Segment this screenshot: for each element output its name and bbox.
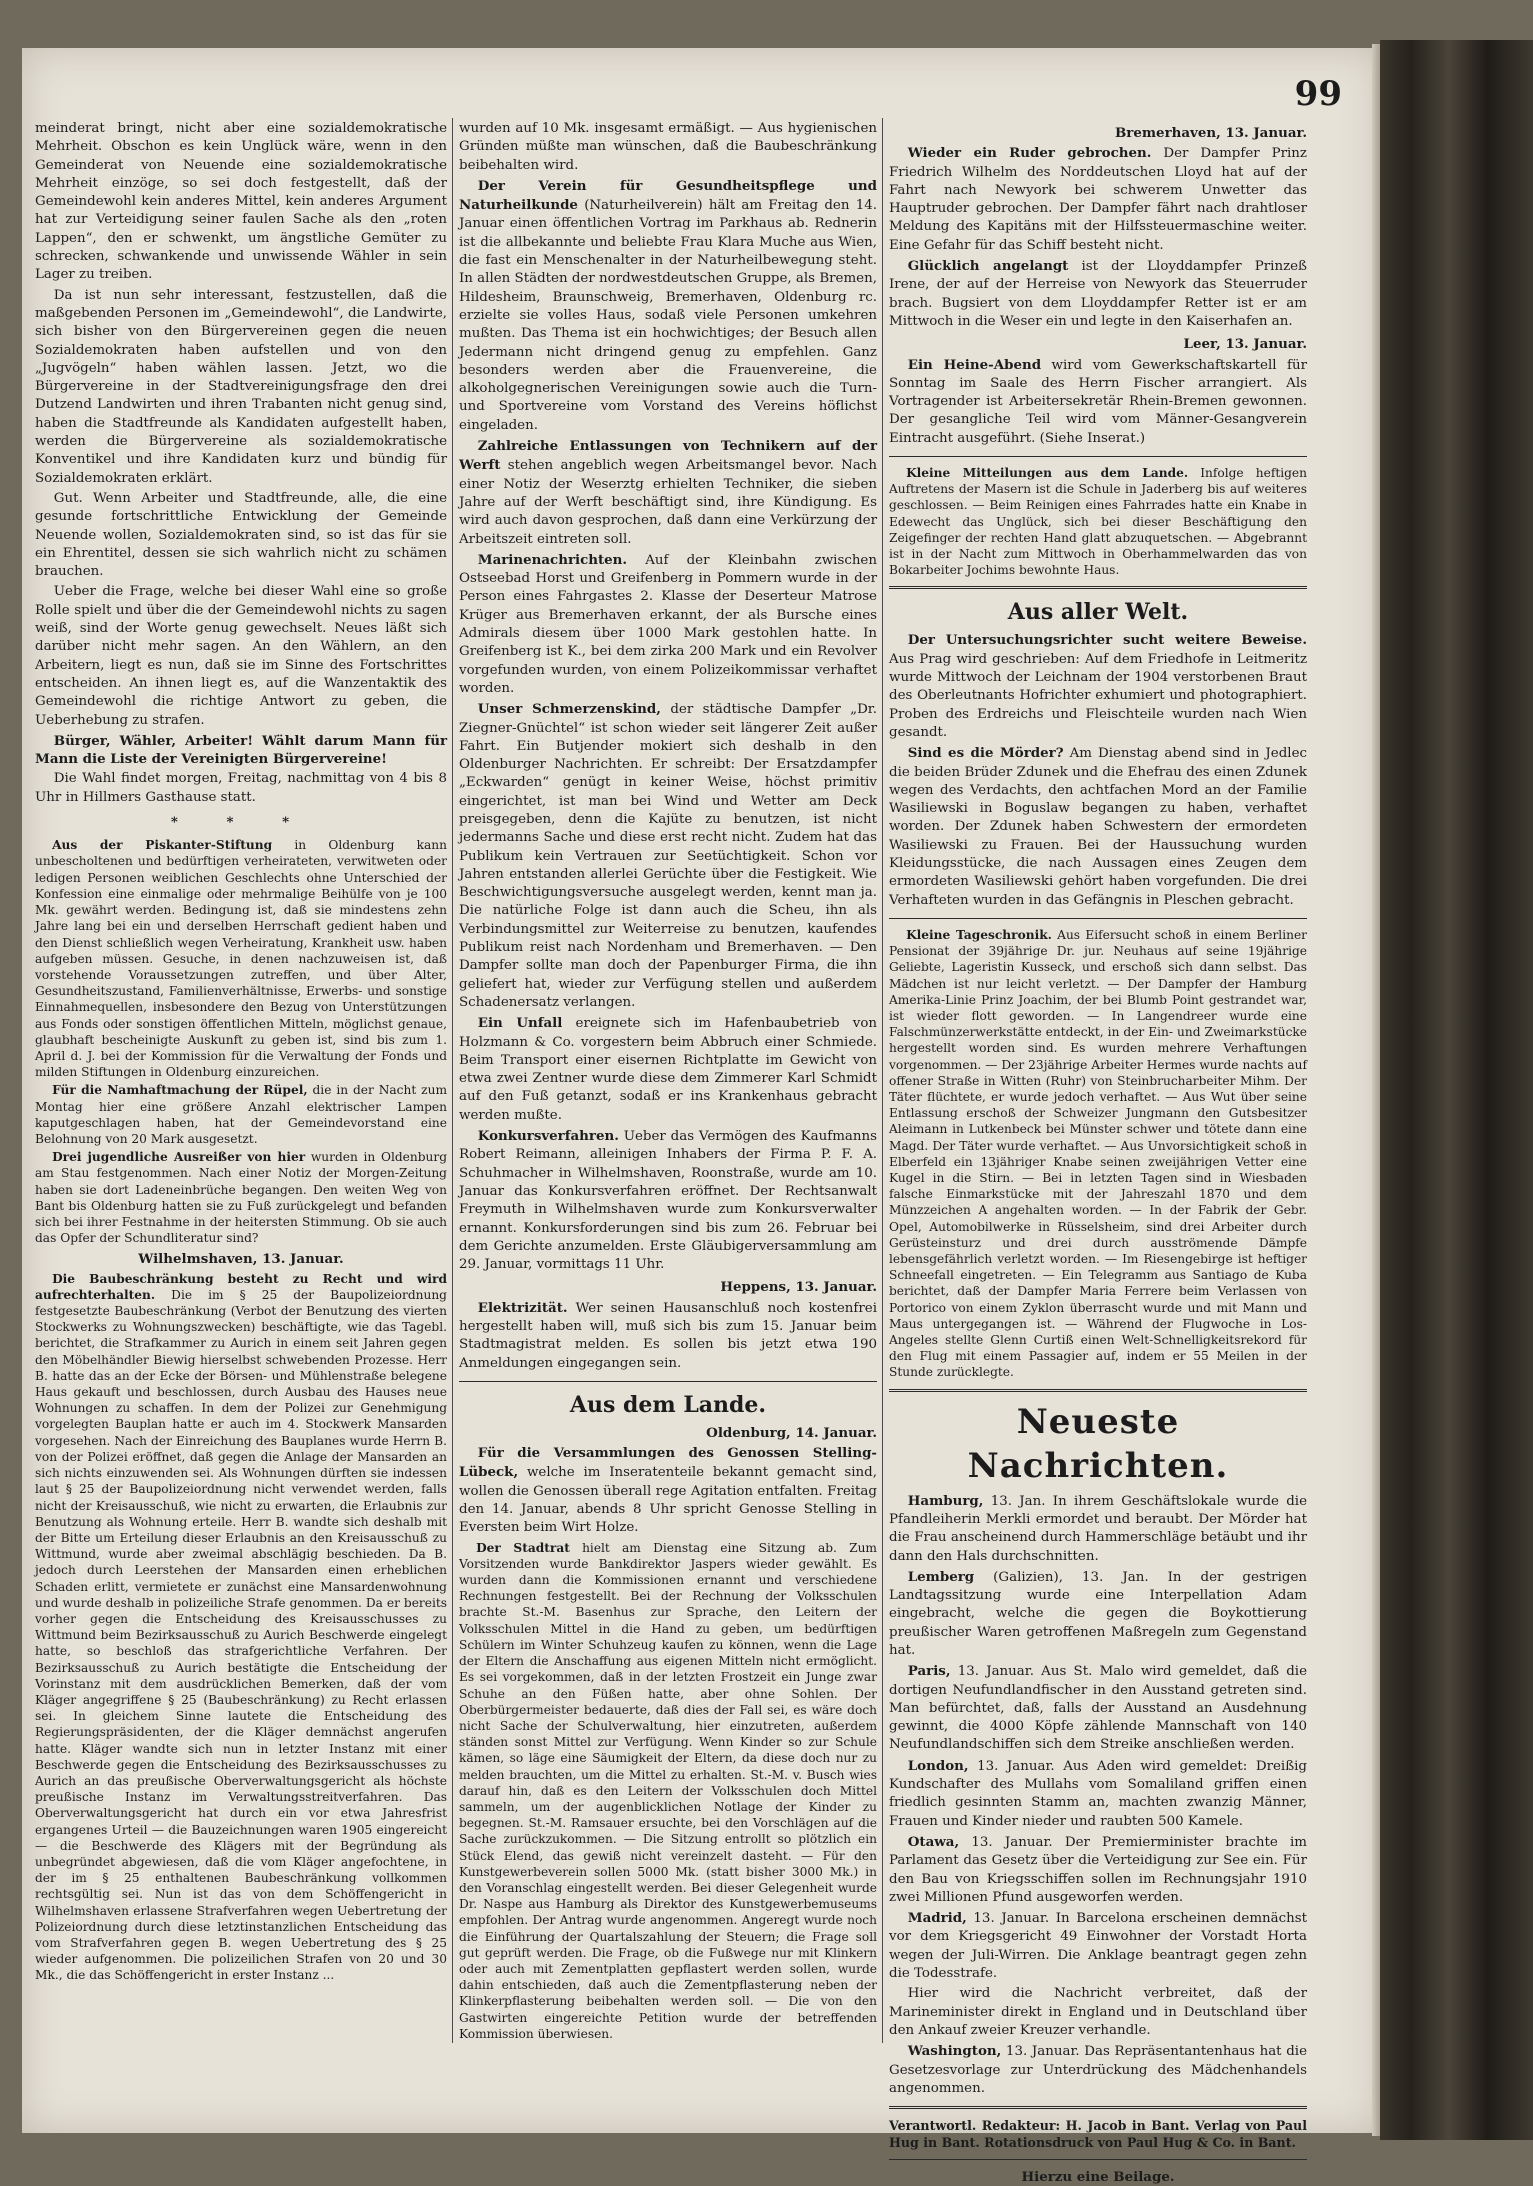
news-item [459, 1444, 877, 1537]
item-body: Aus Prag wird geschrieben: Auf dem Friedhofe in Leitmeritz wurde Mittwoch der Leichnam der 1904 verstorbenen Braut des Oberleutnants Hofrichter exhumiert und photographiert. Proben des Erdreichs und Fleischteile wurden nach Wien gesandt. [889, 651, 1307, 740]
news-item [35, 1149, 447, 1246]
divider [889, 586, 1307, 589]
section-heading: Neueste Nachrichten. [967, 1401, 1229, 1486]
item-heading: Madrid, [907, 1910, 967, 1927]
section-heading: Aus dem Lande. [569, 1391, 767, 1418]
item-heading: Marinenachrichten. [477, 551, 628, 568]
election-notice: Die Wahl findet morgen, Freitag, nachmittag von 4 bis 8 Uhr in Hillmers Gasthause statt. [35, 771, 447, 805]
article-text: Gut. Wenn Arbeiter und Stadtfreunde, alle, die eine gesunde fortschrittliche Entwicklung der Gemeinde Neuende wollen, Sozialdemokraten sind, so ist das für sie ein Ehrentitel, dessen sie sich wahrlich nicht zu schämen brauchen. [35, 490, 447, 580]
news-item [459, 437, 877, 549]
supplement-note: Hierzu eine Beilage. [1021, 2169, 1175, 2186]
divider [889, 456, 1307, 457]
news-item [889, 356, 1307, 448]
item-heading: Kleine Mitteilungen aus dem Lande. [906, 466, 1189, 481]
item-body: welche im Inseratenteile bekannt gemacht sind, wollen die Genossen überall rege Agitation entfalten. Freitag den 14. Januar, abends 8 Uhr spricht Genosse Stelling in Eversten beim Wirt Holze. [459, 1465, 877, 1536]
news-item [889, 465, 1307, 578]
news-item [459, 1540, 877, 2042]
divider [889, 2159, 1307, 2160]
item-heading: Die Baubeschränkung besteht zu Recht und wird aufrechterhalten. [35, 1271, 447, 1302]
item-body: wird vom Gewerkschaftskartell für Sonntag im Saale des Herrn Fischer arrangiert. Als Vortragender ist Arbeitersekretär Rhein-Bremen gewonnen. Der gesangliche Teil wird vom Männer-Gesangverein Eintracht ausgeführt. (Siehe Inserat.) [889, 357, 1307, 446]
news-item [459, 177, 877, 435]
dateline: Leer, 13. Januar. [1183, 336, 1307, 353]
news-item [459, 1299, 877, 1373]
item-body: Aus Eifersucht schoß in einem Berliner Pensionat der 39jährige Dr. jur. Neuhaus auf seine 19jährige Geliebte, Lageristin Kusseck, und erschoß sich dann selbst. Das Mädchen ist nur leicht verletzt. — Der Dampfer der Hamburg Amerika-Linie Prinz Joachim, der bei Blumb Point gestrandet war, ist wieder flott geworden. — In Langendreer wurde eine Falschmünzerwerkstätte entdeckt, in der Ein- und Zweimarkstücke hergestellt worden sind. Es wurden mehrere Verhaftungen vorgenommen. — Der 23jährige Arbeiter Hermes wurde nachts auf offener Straße in Witten (Ruhr) von Steinbrucharbeiter Mihm. Der Täter flüchtete, er wurde jedoch verhaftet. — Aus Wut über seine Entlassung erschoß der Schweizer Jungmann den Gutsbesitzer Aleimann in Lutkenbeck bei Münster schwer und tötete dann eine Magd. Der Täter wurde verhaftet. — Aus Unvorsichtigkeit schoß in Elberfeld ein 13jähriger Knabe seinen zweijährigen Vetter eine Kugel in die Stirn. — Bei in letzten Tagen sind in Wiesbaden falsche Einmarkstücke mit der Jahreszahl 1870 und dem Münzzeichen A angehalten worden. — In der Fabrik der Gebr. Opel, Automobilwerke in Rüsselsheim, sind drei Arbeiter durch Gerüsteinsturz und drei durch ausströmende Dämpfe lebensgefährlich verletzt worden. — Im Riesengebirge ist heftiger Schneefall eingetreten. — Ein Telegramm aus Santiago de Kuba berichtet, daß der Dampfer Maria Ferrere beim Verlassen von Portorico von einem Zyklon überrascht wurde und mit Mann und Maus untergegangen ist. — Während der Flugwoche in Los-Angeles stellte Glenn Curtiß einen Welt-Schnelligkeitsrekord für den Flug mit einem Passagier auf, indem er 55 Meilen in der Stunde zurücklegte. [889, 927, 1307, 1380]
item-body: 13. Januar. Aus Aden wird gemeldet: Dreißig Kundschafter des Mullahs vom Somaliland griffen einen friedlich gesinnten Stamm an, machten zwanzig Männer, Frauen und Kinder nieder und raubten 500 Kamele. [889, 1758, 1307, 1829]
item-heading: Wieder ein Ruder gebrochen. [907, 145, 1152, 162]
item-heading: Für die Versammlungen des Genossen Stelling-Lübeck, [459, 1445, 877, 1481]
item-body: Ueber das Vermögen des Kaufmanns Robert Reimann, alleinigen Inhabers der Firma P. F. A. Schuhmacher in Wilhelmshaven, Roonstraße, wurde am 10. Januar das Konkursverfahren eröffnet. Der Rechtsanwalt Freymuth in Wilhelmshaven wurde zum Konkursverwalter ernannt. Konkursforderungen sind bis zum 26. Februar bei dem Gerichte anzumelden. Erste Gläubigerversammlung am 29. Januar, vormittags 11 Uhr. [459, 1129, 877, 1273]
news-item [35, 1082, 447, 1147]
book-binding [1380, 40, 1533, 2140]
item-heading: Drei jugendliche Ausreißer von hier [52, 1150, 306, 1165]
item-body: die in der Nacht zum Montag hier eine größere Anzahl elektrischer Lampen kaputgeschlagen haben, hat der Gemeindevorstand eine Belohnung von 20 Mark ausgesetzt. [35, 1083, 447, 1146]
item-body: in Oldenburg kann unbescholtenen und bedürftigen verheirateten, verwitweten oder ledigen Personen weiblichen Geschlechts ohne Unterschied der Konfession eine einmalige oder mehrmalige Beihülfe von je 100 Mk. gewährt werden. Bedingung ist, daß sie mindestens zehn Jahre lang bei ein und derselben Herrschaft gedient haben und den Dienst schließlich wegen Verheiratung, Krankheit usw. haben aufgeben müssen. Gesuche, in denen nachzuweisen ist, daß vorstehende Voraussetzungen zutreffen, und über Alter, Gesundheitszustand, Familienverhältnisse, Erwerbs- und sonstige Einnahmequellen, insbesondere den Bezug von Unterstützungen aus Fonds oder sonstigen öffentlichen Mitteln, möglichst genaue, glaubhaft bescheinigte Auskunft zu geben ist, sind bis zum 1. April d. J. bei der Kommission für die Verwaltung der Fonds und milden Stiftungen in Oldenburg einzureichen. [35, 838, 447, 1080]
page-number: 99 [1294, 74, 1342, 114]
item-heading: Ein Heine-Abend [907, 356, 1042, 373]
divider [889, 2106, 1307, 2109]
news-item [889, 1757, 1307, 1831]
news-item [889, 744, 1307, 910]
item-body: 13. Jan. In ihrem Geschäftslokale wurde die Pfandleiherin Merkli ermordet und beraubt. Der Mörder hat die Frau anscheinend durch Hammerschläge betäubt und ihr dann den Hals durchschnitten. [889, 1493, 1307, 1564]
item-heading: Kleine Tageschronik. [906, 927, 1052, 942]
item-heading: Sind es die Mörder? [907, 745, 1064, 762]
news-item [459, 551, 877, 698]
item-heading: Paris, [907, 1663, 951, 1680]
item-body: Am Dienstag abend sind in Jedlec die beiden Brüder Zdunek und die Ehefrau des einen Zdunek wegen des Verdachts, den achtfachen Mord an der Familie Wasiliewski in Boguslaw begangen zu haben, verhaftet worden. Der Zdunek haben Schwestern der ermordeten Wasiliewski zu Frauen. Bei der Haussuchung wurden Kleidungsstücke, die nach Aussagen eines Zeugen dem ermordeten Wasiliewski gehört haben vorgefunden. Die drei Verhafteten wurden in das Gefängnis in Pleschen gebracht. [889, 746, 1307, 908]
item-heading: Lemberg [907, 1568, 975, 1585]
item-heading: Konkursverfahren. [477, 1128, 619, 1145]
item-body: Auf der Kleinbahn zwischen Ostseebad Horst und Greifenberg in Pommern wurde in der Person eines Fahrgastes 2. Klasse der Deserteur Matrose Krüger aus Bremerhaven erkannt, der als Bursche eines Admirals diesem über 1000 Mark gestohlen hatte. In Greifenberg ist K., bei dem zirka 200 Mark und ein Revolver vorgefunden wurden, von einem Polizeikommissar verhaftet worden. [459, 552, 877, 696]
column-rule-1 [452, 118, 453, 2043]
column-rule-2 [882, 118, 883, 2043]
divider [889, 1389, 1307, 1392]
item-heading: Für die Namhaftmachung der Rüpel, [52, 1083, 308, 1098]
item-body: ist der Lloyddampfer Prinzeß Irene, der auf der Herreise von Newyork das Steuerruder brach. Bugsiert von dem Lloyddampfer Retter ist er am Mittwoch in die Weser ein und legte in den Kaiserhafen an. [889, 259, 1307, 329]
dateline: Oldenburg, 14. Januar. [706, 1424, 877, 1441]
news-item [889, 2042, 1307, 2098]
item-body: 13. Januar. Der Premierminister brachte im Parlament das Gesetz über die Verteidigung zur See ein. Für den Bau von Kriegsschiffen sollen im Rechnungsjahr 1910 zwei Millionen Pfund ausgeworfen werden. [889, 1834, 1307, 1905]
news-item [889, 1833, 1307, 1907]
column-2 [459, 120, 877, 2040]
item-heading: Otawa, [907, 1833, 960, 1850]
item-body: (Galizien), 13. Jan. In der gestrigen Landtagssitzung wurde eine Interpellation Adam eingebracht, welche die gegen die Boykottierung preußischer Waren getroffenen Maßregeln zum Gegenstand hat. [889, 1569, 1307, 1658]
news-item [459, 700, 877, 1012]
article-text: wurden auf 10 Mk. insgesamt ermäßigt. — Aus hygienischen Gründen müßte man wünschen, daß die Baubeschränkung beibehalten wird. [459, 121, 877, 173]
item-heading: Washington, [907, 2043, 1002, 2060]
item-body: 13. Januar. In Barcelona erscheinen demnächst vor dem Kriegsgericht 49 Einwohner der Vorstadt Horta wegen der Juli-Wirren. Die Anklage beantragt gegen zehn die Todesstrafe. [889, 1911, 1307, 1982]
dateline: Wilhelmshaven, 13. Januar. [138, 1251, 344, 1268]
news-item [889, 257, 1307, 331]
item-heading: Der Stadtrat [476, 1540, 570, 1555]
news-item [889, 1662, 1307, 1754]
item-body: stehen angeblich wegen Arbeitsmangel bevor. Nach einer Notiz der Weserztg erhielten Techniker, die sieben Jahre auf der Werft beschäftigt sind, ihre Kündigung. Es wird auch davon gesprochen, daß dann eine Verkürzung der Arbeitszeit eintreten soll. [459, 458, 877, 547]
news-item [889, 1492, 1307, 1566]
news-item [889, 1909, 1307, 1983]
article-text: Ueber die Frage, welche bei dieser Wahl eine so große Rolle spielt und über die der Gemeindewohl nichts zu sagen weiß, sind der Worte genug gewechselt. Neues läßt sich darüber nicht mehr sagen. An den Wählern, an den Arbeitern, liegt es nun, daß sie im Sinne des Fortschrittes entscheiden. An ihnen liegt es, auf die Wanzentaktik des Gemeindewohl die richtige Antwort zu geben, die Ueberhebung zu strafen. [35, 584, 447, 728]
item-heading: Ein Unfall [477, 1015, 563, 1032]
dateline: Heppens, 13. Januar. [720, 1279, 877, 1296]
divider [459, 1381, 877, 1382]
separator-stars: * * * [170, 813, 312, 830]
news-item [889, 1568, 1307, 1660]
item-body: der städtische Dampfer „Dr. Ziegner-Gnüchtel“ ist schon wieder seit längerer Zeit außer Fahrt. Ein Butjender mokiert sich deshalb in den Oldenburger Nachrichten. Er schreibt: Der Ersatzdampfer „Eckwarden“ genügt in keiner Weise, höchst primitiv eingerichtet, ist man bei Wind und Wetter am Deck preisgegeben, denn die Kajüte zu benutzen, ist nicht jedermanns Sache und diese erst recht nicht. Zudem hat das Publikum kein Vertrauen zur Seetüchtigkeit. Schon vor Jahren entstanden allerlei Gerüchte über die Festigkeit. Wie Beschwichtigungsversuche ausgelegt werden, kennt man ja. Die natürliche Folge ist dann auch die Scheu, ihn als Verbindungsmittel zur Weiterreise zu benutzen, kaufendes Publikum reist nach Nordenham und Bremerhaven. — Den Dampfer sollte man doch der Papenburger Firma, die ihn geliefert hat, wieder zur Verfügung stellen und außerdem Schadenersatz verlangen. [459, 702, 877, 1010]
item-body: hielt am Dienstag eine Sitzung ab. Zum Vorsitzenden wurde Bankdirektor Jaspers wieder gewählt. Es wurden dann die Kommissionen ernannt und verschiedene Rechnungen festgestellt. Bei der Rechnung der Volksschulen brachte St.-M. Basenhus zur Sprache, den Leitern der Volksschulen Mittel in die Hand zu geben, um bedürftigen Schülern im Winter Schuhzeug kaufen zu können, wenn die Lage der Eltern die Anschaffung aus eigenen Mitteln nicht ermöglicht. Es sei vorgekommen, daß in der letzten Frostzeit ein Junge zwar Schuhe an den Füßen hatte, aber ohne Sohlen. Der Oberbürgermeister bedauerte, daß dies der Fall sei, es wäre doch nicht Sache der Schulverwaltung, hier einzutreten, außerdem ständen sonst Mittel zur Verfügung. Wenn Kinder so zur Schule kämen, so läge eine Säumigkeit der Eltern, da diese doch nur zu melden brauchten, um die Mittel zu erhalten. St.-M. v. Busch wies darauf hin, daß es den Leitern der Volksschulen doch Mittel sammeln, um der augenblicklichen Notlage der Kinder zu begegnen. St.-M. Ramsauer ersuchte, bei den Vorschlägen auf die Sache zurückzukommen. — Die Sitzung entrollt so plötzlich ein Stück Elend, das gewiß nicht vereinzelt dasteht. — Für den Kunstgewerbeverein sollen 5000 Mk. (statt bisher 3000 Mk.) in den Voranschlag eingestellt werden. Bei dieser Gelegenheit wurde Dr. Naspe aus Hamburg als Direktor des Kunstgewerbemuseums empfohlen. Der Antrag wurde angenommen. Angeregt wurde noch die Einführung der Quartalszahlung der Steuern; die Frage soll gut geprüft werden. Die Frage, ob die Fußwege nur mit Klinkern oder auch mit Zementplatten gepflastert werden sollen, wurde dahin entschieden, daß auch die Zementpflasterung neben der Klinkerpflasterung beibehalten werden soll. — Die von den Gastwirten eingereichte Petition wurde der betreffenden Kommission überwiesen. [459, 1540, 877, 2041]
item-body: (Naturheilverein) hält am Freitag den 14. Januar einen öffentlichen Vortrag im Parkhaus ab. Rednerin ist die allbekannte und beliebte Frau Klara Muche aus Wien, die fast ein Menschenalter in der Naturheilbewegung steht. In allen Städten der nordwestdeutschen Gruppe, als Bremen, Hildesheim, Braunschweig, Bremerhaven, Oldenburg rc. erzielte sie volles Haus, sodaß viele Personen umkehren mußten. Das Thema ist ein hochwichtiges; der Besuch allen Jedermann nicht dringend genug zu empfehlen. Ganz besonders werden aber die Frauenvereine, die alkoholgegnerischen Vereinigungen sowie auch die Turn- und Sportvereine vom Vorstand des Vereins höflichst eingeladen. [459, 198, 877, 433]
item-heading: Aus der Piskanter-Stiftung [52, 838, 273, 853]
news-item [459, 1014, 877, 1125]
news-item [35, 1271, 447, 1984]
item-heading: London, [907, 1757, 969, 1774]
item-heading: Elektrizität. [477, 1299, 568, 1316]
item-body: ereignete sich im Hafenbaubetrieb von Holzmann & Co. vorgestern beim Abbruch einer Schmiede. Beim Transport einer eisernen Richtplatte im Gewicht von etwa zwei Zentner wurde diese dem Zimmerer Karl Schmidt auf den Fuß getanzt, sodaß er ins Krankenhaus gebracht werden mußte. [459, 1016, 878, 1123]
item-body: 13. Januar. Aus St. Malo wird gemeldet, daß die dortigen Neufundlandfischer in den Ausstand getreten sind. Man befürchtet, daß, falls der Ausstand an Ausdehnung gewinnt, die 4000 Köpfe zählende Mannschaft von 140 Neufundlandschiffen sich dem Streike anschließen werden. [889, 1664, 1307, 1753]
news-item [889, 144, 1307, 255]
item-body: wurden in Oldenburg am Stau festgenommen. Nach einer Notiz der Morgen-Zeitung haben sie dort Ladeneinbrüche begangen. Den weiten Weg von Bant bis Oldenburg hatten sie zu Fuß zurückgelegt und befanden sich bei ihrer Festnahme in der heitersten Stimmung. Ob sie auch das Opfer der Schundliteratur sind? [35, 1150, 448, 1246]
section-heading: Aus aller Welt. [1007, 599, 1189, 626]
item-heading: Glücklich angelangt [907, 258, 1069, 275]
column-1 [35, 120, 447, 2040]
news-item [889, 631, 1307, 742]
election-appeal: Bürger, Wähler, Arbeiter! Wählt darum Mann für Mann die Liste der Vereinigten Bürgervereine! [35, 732, 447, 768]
item-heading: Unser Schmerzenskind, [477, 701, 661, 718]
item-heading: Zahlreiche Entlassungen von Technikern auf der Werft [459, 438, 877, 474]
item-body: Wer seinen Hausanschluß noch kostenfrei hergestellt haben will, muß sich bis zum 15. Januar beim Stadtmagistrat melden. Es sollen bis jetzt etwa 190 Anmeldungen eingegangen sein. [459, 1300, 877, 1371]
item-heading: Der Untersuchungsrichter sucht weitere Beweise. [907, 632, 1307, 649]
imprint: Verantwortl. Redakteur: H. Jacob in Bant. Verlag von Paul Hug in Bant. Rotationsdruck von Paul Hug & Co. in Bant. [889, 2118, 1307, 2151]
news-item: Hier wird die Nachricht verbreitet, daß der Marineminister direkt in England und in Deutschland über den Ankauf zweier Kreuzer verhandle. [889, 1986, 1307, 2038]
item-body: 13. Januar. Das Repräsentantenhaus hat die Gesetzesvorlage zur Unterdrückung des Mädchenhandels angenommen. [889, 2044, 1307, 2096]
article-text: Da ist nun sehr interessant, festzustellen, daß die maßgebenden Personen im „Gemeindewohl“, die Landwirte, sich bisher von den Bürgervereinen gegen die neuen Sozialdemokraten haben aufstellen und von den „Jugvögeln“ haben wählen lassen. Jetzt, wo die Bürgervereine in der Stadtvereinigungsfrage den drei Dutzend Landwirten und ihren Trabanten nicht genug sind, haben die Stadtfreunde als Kandidaten aufgestellt haben, werden die Bürgervereine als sozialdemokratische Konventikel und ihre Kandidaten kurz und bündig für Sozialdemokraten erklärt. [35, 287, 447, 486]
article-text: meinderat bringt, nicht aber eine sozialdemokratische Mehrheit. Obschon es kein Unglück wäre, wenn in den Gemeinderat von Neuende eine sozialdemokratische Mehrheit einzöge, so sei doch festgestellt, daß der Gemeindewohl kein anderes Mittel, kein anderes Argument hat zur Verteidigung seiner faulen Sache als den „roten Lappen“, den er schwenkt, um ängstliche Gemüter zu schrecken, schwankende und unwissende Wähler in sein Lager zu treiben. [35, 121, 447, 283]
item-body: Die im § 25 der Baupolizeiordnung festgesetzte Baubeschränkung (Verbot der Benutzung des vierten Stockwerks zu Wohnungszwecken) beschäftigte, wie das Tagebl. berichtet, die Strafkammer zu Aurich in einem seit Jahren gegen den Möbelhändler Biewig hierselbst schwebenden Prozesse. Herr B. hatte das an der Ecke der Börsen- und Mühlenstraße belegene Haus gekauft und beschlossen, durch Ausbau des Hauses neue Wohnungen zu schaffen. In dem der Polizei zur Genehmigung vorgelegten Bauplan hatte er auch im 4. Stockwerk Mansarden vorgesehen. Nach der Einreichung des Bauplanes wurde Herrn B. von der Polizei eröffnet, daß gegen die Anlage der Mansarden an sich nichts einzuwenden sei. Als Wohnungen dürften sie indessen laut § 25 der Baupolizeiordnung nicht verwendet werden, falls nicht der Kreisausschuß, wie nicht zu erwarten, die Erlaubnis zur Benutzung als Wohnung erteile. Herr B. wandte sich deshalb mit der Bitte um Erteilung dieser Erlaubnis an den Kreisausschuß zu Wittmund, wurde aber zweimal abschlägig beschieden. Da B. jedoch durch Leerstehen der Mansarden einen erheblichen Schaden erlitt, vermietete er zunächst eine Mansardenwohnung und wurde deshalb in polizeiliche Strafe genommen. Da er bereits vorher gegen die Entscheidung des Kreisausschusses zu Wittmund beim Bezirksausschuß zu Aurich Beschwerde eingelegt hatte, so beschloß das strafgerichtliche Verfahren. Der Bezirksausschuß zu Aurich bestätigte die Entscheidung der Vorinstanz mit dem ausdrücklichen Bemerken, daß der vom Kläger angegriffene § 25 (Baubeschränkung) zu Recht erlassen sei. In gleichem Sinne lautete die Entscheidung des Regierungspräsidenten, der die Kläger demnächst angerufen hatte. Kläger wandte sich nun in letzter Instanz mit einer Beschwerde gegen die Entscheidung des Bezirksausschusses zu Aurich an das preußische Oberverwaltungsgericht als höchste preußische Instanz im Verwaltungsstreitverfahren. Das Oberverwaltungsgericht hat durch ein vor etwa Jahresfrist ergangenes Urteil — die Bauzeichnungen waren 1905 eingereicht — die Beschwerde des Klägers mit der Begründung als unbegründet abgewiesen, daß die vom Kläger angefochtene, in der im § 25 enthaltenen Baubeschränkung vollkommen rechtsgültig sei. Nun ist das von dem Schöffengericht in Wilhelmshaven erlassene Strafverfahren wegen Uebertretung der Polizeiordnung durch diese letztinstanzlichen Entscheidung das vom Strafverfahren gegen B. wegen Uebertretung des § 25 wieder aufgenommen. Die polizeilichen Strafen von 20 und 30 Mk., die das Schöffengericht in erster Instanz ... [35, 1287, 447, 1983]
column-3 [889, 120, 1307, 2186]
item-body: Der Dampfer Prinz Friedrich Wilhelm des Norddeutschen Lloyd hat auf der Fahrt nach Newyork bei schwerem Unwetter das Hauptruder gebrochen. Der Dampfer fährt nach drahtloser Meldung des Kapitäns mit der Hilfssteuermaschine weiter. Eine Gefahr für das Schiff besteht nicht. [889, 146, 1307, 253]
item-heading: Der Verein für Gesundheitspflege und Naturheilkunde [459, 177, 877, 214]
news-item [35, 837, 447, 1080]
news-item [459, 1127, 877, 1274]
divider [889, 918, 1307, 919]
news-item [889, 927, 1307, 1381]
item-body: Infolge heftigen Auftretens der Masern ist die Schule in Jaderberg bis auf weiteres geschlossen. — Beim Reinigen eines Fahrrades hatte ein Knabe in Edewecht das Unglück, sich bei dieser Beschäftigung den Zeigefinger der rechten Hand glatt abzuquetschen. — Abgebrannt ist in der Nacht zum Mittwoch in Oberhammelwarden das von Bokarbeiter Jochims bewohnte Haus. [889, 466, 1307, 578]
dateline: Bremerhaven, 13. Januar. [1114, 125, 1307, 141]
item-heading: Hamburg, [907, 1492, 984, 1509]
